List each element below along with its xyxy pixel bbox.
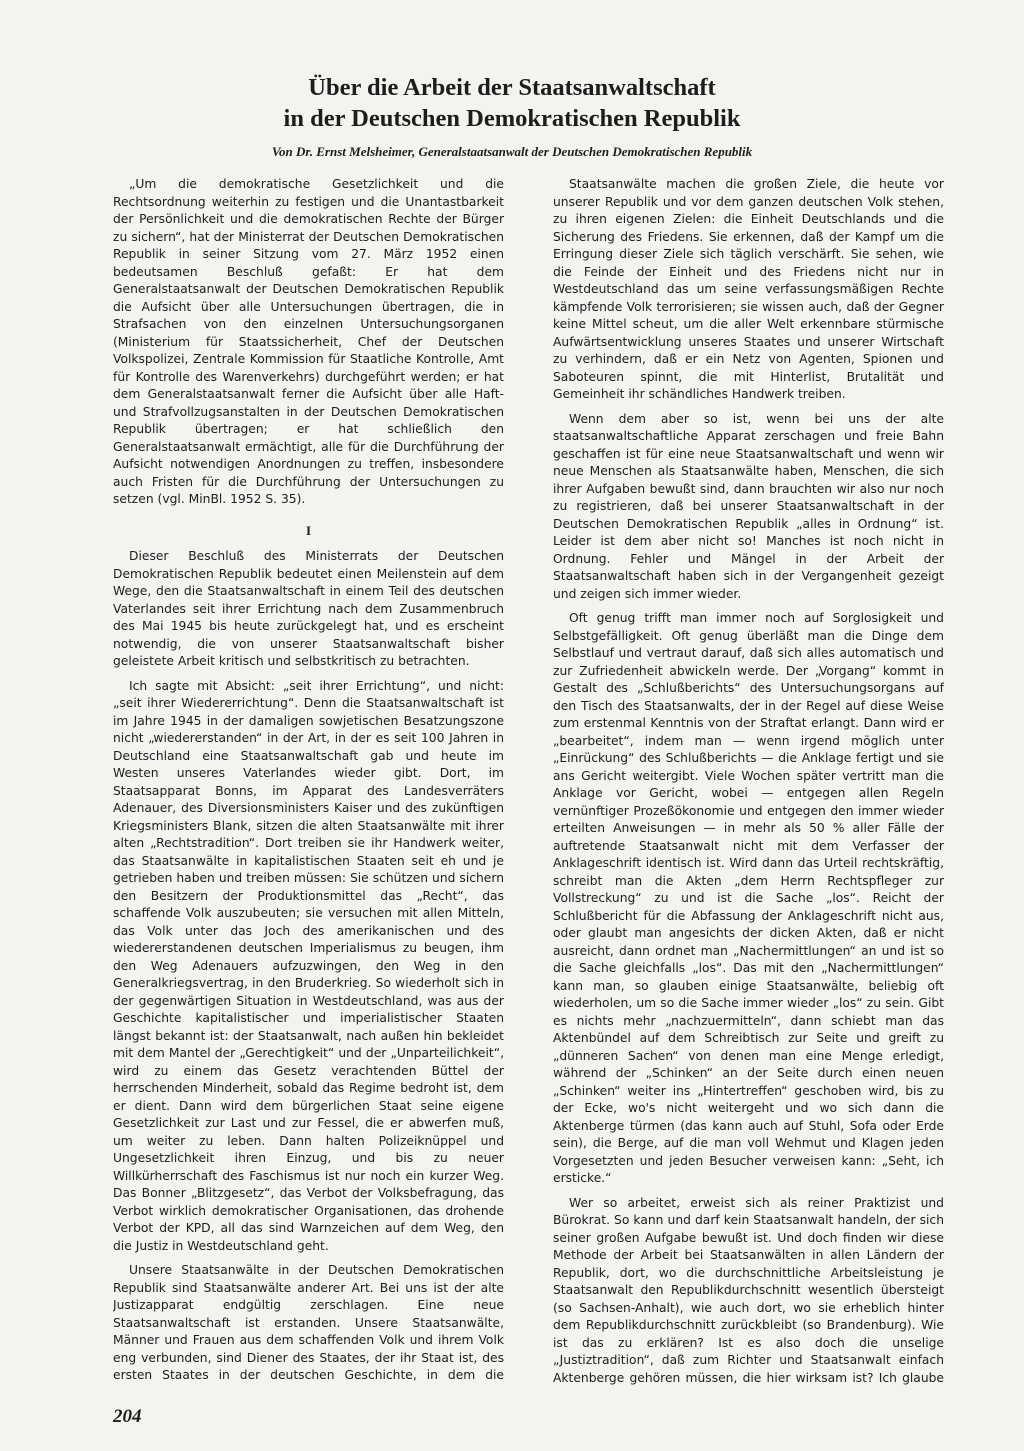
right-column — [553, 176, 944, 1386]
paragraph: Wer so arbeitet, erweist sich als reiner Praktizist und Bürokrat. So kann und darf kein Staatsanwalt handeln, der sich seiner großen Aufgabe bewußt ist. Und doch finden wir diese Methode der Arbeit bei Staatsanwälten in allen Ländern der Republik, dort, wo die durchschnittliche Arbeitsleistung je Staatsanwalt den Republikdurchschnitt wesentlich übersteigt (so Sachsen-Anhalt), wie auch dort, wo sie erheblich hinter dem Republikdurchschnitt zurückbleibt (so Brandenburg). Wie ist das zu erklären? Ist es also doch die unselige „Justiztradition“, daß zum Richter und Staatsanwalt einfach Aktenberge gehören müssen, die hier wirksam ist? Ich glaube — [553, 1195, 944, 1385]
paragraph: „Um die demokratische Gesetzlichkeit und die Rechtsordnung weiterhin zu festigen und die Unantastbarkeit der Persönlichkeit und die demokratischen Rechte der Bürger zu sichern“, hat der Ministerrat der Deutschen Demokratischen Republik in seiner Sitzung vom 27. März 1952 einen bedeutsamen Beschluß gefaßt: Er hat dem Generalstaatsanwalt der Deutschen Demokratischen Republik die Aufsicht über alle Untersuchungen übertragen, die in Strafsachen von den einzelnen Untersuchungsorganen (Ministerium für Staatssicherheit, Chef der Deutschen Volkspolizei, Zentrale Kommission für Staatliche Kontrolle, Amt für Kontrolle des Warenverkehrs) durchgeführt werden; er hat dem Generalstaatsanwalt ferner die Aufsicht über alle Haft- und Strafvollzugsanstalten in der Deutschen Demokratischen Republik übertragen; er hat schließlich den Generalstaatsanwalt ermächtigt, alle für die Durchführung der Aufsicht notwendigen Anordnungen zu treffen, insbesondere auch Fristen für die Durchführung der Untersuchungen zu setzen (vgl. MinBl. 1952 S. 35). — [113, 177, 504, 506]
author-byline: Von Dr. Ernst Melsheimer, Generalstaatsanwalt der Deutschen Demokratischen Republik — [271, 144, 753, 159]
paragraph: Wenn dem aber so ist, wenn bei uns der alte staatsanwaltschaftliche Apparat zerschagen und freie Bahn geschaffen ist für eine neue Staatsanwaltschaft und wenn wir neue Menschen als Staatsanwälte haben, Menschen, die sich ihrer Aufgaben bewußt sind, dann brauchten wir also nur noch zu registrieren, daß bei unserer Staatsanwaltschaft in der Deutschen Demokratischen Republik „alles in Ordnung“ ist. Leider ist dem aber nicht so! Manches ist noch nicht in Ordnung. Fehler und Mängel in der Arbeit der Staatsanwaltschaft haben sich in der Vergangenheit gezeigt und zeigen sich immer wieder. — [553, 411, 944, 601]
paragraph: Staatsanwälte machen die großen Ziele, die heute vor unserer Republik und vor dem ganzen deutschen Volk stehen, zu ihren eigenen Zielen: die Einheit Deutschlands und die Sicherung des Friedens. Sie erkennen, daß der Kampf um die Erringung dieser Ziele sich täglich verschärft. Sie sehen, wie die Feinde der Einheit und des Friedens nicht nur in Westdeutschland das um seine verfassungsmäßigen Rechte kämpfende Volk terrorisieren; sie wissen auch, daß der Gegner keine Mittel scheut, um die aller Welt erkennbare stürmische Aufwärtsentwicklung unseres Staates und unserer Wirtschaft zu verhindern, daß er ein Netz von Agenten, Spionen und Saboteuren spinnt, die mit Hinterlist, Brutalität und Gemeinheit ihr schändliches Handwerk treiben. — [553, 177, 944, 401]
title-line-2: in der Deutschen Demokratischen Republik — [283, 105, 741, 132]
paragraph: Ich sagte mit Absicht: „seit ihrer Errichtung“, und nicht: „seit ihrer Wiedererrichtung“. Denn die Staatsanwaltschaft ist im Jahre 1945 in der damaligen sowjetischen Besatzungszone nicht „wiedererstanden“ in der Art, in der es seit 100 Jahren in Deutschland eine Staatsanwaltschaft gab und heute im Westen unseres Vaterlandes wieder gibt. Dort, im Staatsapparat Bonns, im Apparat des Landesverräters Adenauer, des Diversionsministers Kaiser und des zukünftigen Kriegsministers Blank, sitzen die alten Staatsanwälte mit ihrer alten „Rechtstradition“. Dort treiben sie ihr Handwerk weiter, das Staatsanwälte in kapitalistischen Staaten seit eh und je getrieben haben und treiben müssen: Sie schützen und sichern den Besitzern der Produktionsmittel das „Recht“, das schaffende Volk auszubeuten; sie versuchen mit allen Mitteln, das Volk unter das Joch des amerikanischen und des wiedererstandenen deutschen Imperialismus zu beugen, ihm den Weg Adenauers aufzuzwingen, den Weg in den Generalkriegsvertrag, in den Bruderkrieg. So wiederholt sich in der gegenwärtigen Situation in Westdeutschland, was aus der Geschichte kapitalistischer und imperialistischer Staaten längst bekannt ist: der Staatsanwalt, nach außen hin bekleidet mit dem Mantel der „Gerechtigkeit“ und der „Unparteilichkeit“, wird zu einem das Gesetz verachtenden Büttel der herrschenden Minderheit, sobald das Regime bedroht ist, dem er dient. Dann wird dem bürgerlichen Staat seine eigene Gesetzlichkeit zur Last und zur Fessel, die er abwerfen muß, um weiter zu leben. Dann halten Polizeiknüppel und Ungesetzlichkeit ihren Einzug, und bis zu neuer Willkürherrschaft des Faschismus ist nur noch ein kurzer Weg. Das Bonner „Blitzgesetz“, das Verbot der Volksbefragung, das Verbot wirklich demokratischer Organisationen, das drohende Verbot der KPD, all das sind Warnzeichen auf dem Weg, den die Justiz in Westdeutschland geht. — [113, 678, 504, 1253]
article-header — [150, 72, 874, 134]
section-heading: I — [305, 522, 312, 538]
paragraph: Oft genug trifft man immer noch auf Sorglosigkeit und Selbstgefälligkeit. Oft genug überläßt man die Dinge dem Selbstlauf und vertraut darauf, daß sich alles automatisch und zur Zufriedenheit abwickeln werde. Der „Vorgang“ kommt in Gestalt des „Schlußberichts“ des Untersuchungsorgans auf den Tisch des Staatsanwalts, der in der Regel auf diese Weise zum erstenmal Kenntnis von der Straftat erlangt. Dann wird er „bearbeitet“, indem man — wenn irgend möglich unter „Einrückung“ des Schlußberichts — die Anklage fertigt und sie ans Gericht weitergibt. Viele Wochen später vertritt man die Anklage vor Gericht, wobei — entgegen allen Regeln vernünftiger Prozeßökonomie und entgegen den immer wieder erteilten Anweisungen — in mehr als 50 % aller Fälle der auftretende Staatsanwalt nicht mit dem Verfasser der Anklageschrift identisch ist. Wird dann das Urteil rechtskräftig, schreibt man die Akten „dem Herrn Rechtspfleger zur Vollstreckung“ zu und ist die Sache „los“. Reicht der Schlußbericht für die Abfassung der Anklageschrift nicht aus, oder glaubt man angesichts der dicken Akten, daß er nicht ausreicht, dann ordnet man „Nachermittlungen“ an und ist so die Sache gleichfalls „los“. Das mit den „Nachermittlungen“ kann man, so glauben einige Staatsanwälte, beliebig oft wiederholen, um so die Sache immer wieder „los“ zu sein. Gibt es nichts mehr „nachzuermitteln“, dann schiebt man das Aktenbündel auf dem Schreibtisch zur Seite und greift zu „dünneren Sachen“ von denen man eine Menge erledigt, während der „Schinken“ an der Seite durch einen neuen „Schinken“ weiter ins „Hintertreffen“ geschoben wird, bis zu der Ecke, wo's nicht weitergeht und wo sich dann die Aktenberge türmen (das kann auch auf Stuhl, Sofa oder Erde sein), die Berge, auf die man voll Wehmut und Klagen jeden Vorgesetzten und jeden Besucher verweisen kann: „Seht, ich ersticke.“ — [553, 611, 944, 1185]
left-column — [113, 176, 504, 1386]
page-number: 204 — [113, 1406, 142, 1427]
article-title — [150, 72, 874, 134]
title-line-1: Über die Arbeit der Staatsanwaltschaft — [308, 74, 716, 101]
paragraph: Dieser Beschluß des Ministerrats der Deutschen Demokratischen Republik bedeutet einen Meilenstein auf dem Wege, den die Staatsanwaltschaft in einem Teil des deutschen Vaterlandes seit ihrer Errichtung nach dem Zusammenbruch des Mai 1945 bis heute zurückgelegt hat, und es erscheint notwendig, die von unserer Staatsanwaltschaft bisher geleistete Arbeit kritisch und selbstkritisch zu betrachten. — [113, 549, 504, 668]
paragraph: Unsere Staatsanwälte in der Deutschen Demokratischen Republik sind Staatsanwälte anderer Art. Bei uns ist der alte Justizapparat endgültig zerschlagen. Eine neue Staatsanwaltschaft ist erstanden. Unsere Staatsanwälte, Männer und Frauen aus dem schaffenden Volk und ihrem Volk eng verbunden, sind Diener des Staates, der ihr Staat ist, des ersten Staates in der deutschen Geschichte, in dem die — [113, 1263, 504, 1382]
